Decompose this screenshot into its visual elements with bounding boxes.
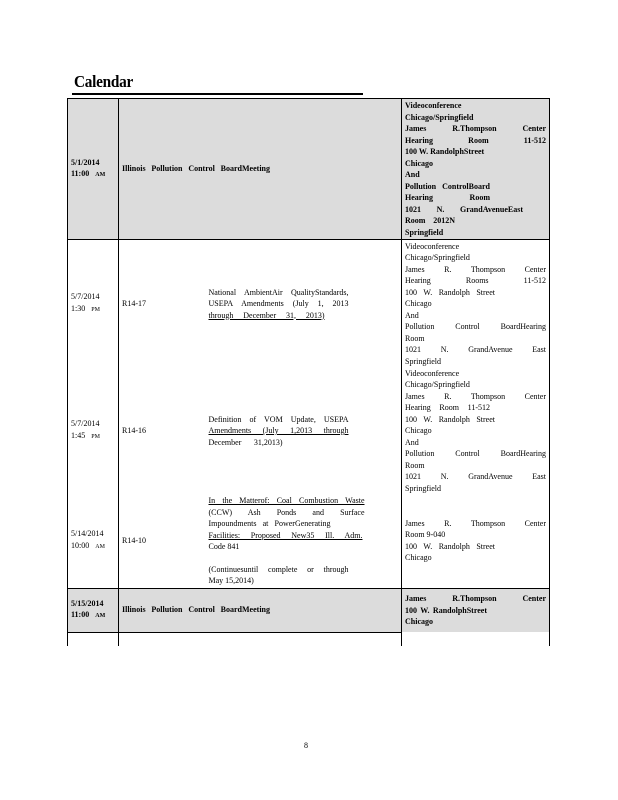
- docket-cell: [119, 494, 171, 588]
- date-cell: [68, 588, 119, 632]
- location-line: Room 2012N: [405, 216, 455, 225]
- location-line: Videoconference: [405, 101, 462, 110]
- location-line: Hearing Room 11-512: [405, 403, 490, 412]
- location-line: Room: [405, 333, 425, 343]
- calendar-table: [67, 98, 550, 646]
- location-line: Pollution ControlBoard: [405, 181, 490, 191]
- note-line: May 15,2014): [208, 576, 254, 585]
- date-cell: [68, 240, 119, 368]
- location-line: Room 9-040: [405, 530, 446, 540]
- location-line: Room: [405, 460, 425, 470]
- calendar-row-board-meeting-may-1: [68, 99, 550, 240]
- meeting-description: Illinois Pollution Control BoardMeeting: [122, 164, 270, 174]
- ampm-text: AM: [95, 172, 106, 178]
- time-text: 11:00: [71, 169, 90, 178]
- location-line: James R.Thompson Center: [405, 124, 546, 133]
- docket-number: R14-16: [122, 426, 146, 435]
- location-line: James R. Thompson Center: [405, 518, 546, 528]
- location-cell: [402, 368, 550, 495]
- location-line: James R. Thompson Center: [405, 264, 546, 274]
- location-line: 1021 N. GrandAvenueEast: [405, 204, 523, 214]
- location-line: 100 W. Randolph Street: [405, 541, 495, 551]
- location-line: Chicago: [405, 426, 432, 435]
- time-text: 1:30: [71, 303, 86, 313]
- date-text: 5/15/2014: [71, 598, 104, 608]
- location-line: Chicago: [405, 299, 432, 308]
- description-line: Code 841: [208, 542, 240, 551]
- calendar-row-board-meeting-may-15: [68, 588, 550, 632]
- ampm-text: AM: [95, 543, 105, 550]
- location-line: Hearing Rooms 11-512: [405, 276, 546, 285]
- title-underline: [72, 93, 363, 95]
- calendar-row-r14-17: [68, 240, 550, 368]
- location-line: 1021 N. GrandAvenue East: [405, 472, 546, 481]
- time-text: 1:45: [71, 430, 86, 440]
- location-line: 100 W. RandolphStreet: [405, 605, 487, 615]
- description-line: In the Matterof: Coal Combustion Waste: [208, 496, 365, 505]
- description-line: USEPA Amendments (July 1, 2013: [208, 299, 349, 308]
- location-line: 1021 N. GrandAvenue East: [405, 345, 546, 354]
- note-line: (Continuesuntil complete or through: [208, 564, 349, 574]
- description-line: through December 31, 2013): [208, 310, 325, 320]
- location-line: 100 W. Randolph Street: [405, 414, 495, 424]
- time-text: 10:00: [71, 540, 90, 550]
- page-title: Calendar: [74, 72, 134, 91]
- location-line: Chicago/Springfield: [405, 112, 474, 122]
- location-line: Pollution Control BoardHearing: [405, 449, 546, 458]
- description-line: Definition of VOM Update, USEPA: [208, 414, 349, 424]
- location-line: Chicago: [405, 617, 433, 626]
- page-number: 8: [304, 741, 308, 750]
- location-line: Chicago/Springfield: [405, 380, 470, 389]
- location-line: Hearing Room 11-512: [405, 135, 546, 145]
- date-cell: [68, 99, 119, 240]
- docket-cell: [119, 368, 171, 495]
- date-cell: [68, 368, 119, 495]
- ampm-text: PM: [91, 433, 100, 440]
- location-cell: [402, 99, 550, 240]
- location-line: Chicago: [405, 158, 433, 168]
- description-cell: [171, 494, 402, 588]
- location-cell: [402, 588, 550, 632]
- meeting-description: Illinois Pollution Control BoardMeeting: [122, 605, 270, 615]
- description-cell: [171, 368, 402, 495]
- location-cell: [402, 494, 550, 588]
- location-cell: [402, 240, 550, 368]
- location-line: Springfield: [405, 227, 444, 237]
- description-line: National AmbientAir QualityStandards,: [208, 287, 349, 297]
- description-line: December 31,2013): [208, 437, 283, 447]
- docket-number: R14-10: [122, 536, 146, 545]
- location-line: Videoconference: [405, 368, 460, 378]
- location-line: And: [405, 437, 419, 447]
- location-line: James R.Thompson Center: [405, 594, 546, 603]
- location-line: Springfield: [405, 483, 441, 493]
- date-text: 5/7/2014: [71, 419, 100, 429]
- description-cell: [119, 99, 402, 240]
- calendar-row-r14-16: [68, 368, 550, 495]
- date-text: 5/7/2014: [71, 292, 100, 302]
- date-cell: [68, 494, 119, 588]
- location-line: James R. Thompson Center: [405, 391, 546, 401]
- docket-number: R14-17: [122, 299, 146, 308]
- location-line: And: [405, 310, 419, 320]
- description-cell: [171, 240, 402, 368]
- description-line: Amendments (July 1,2013 through: [208, 426, 349, 435]
- location-line: 100 W. RandolphStreet: [405, 147, 485, 156]
- location-line: And: [405, 170, 420, 179]
- docket-cell: [119, 240, 171, 368]
- date-text: 5/1/2014: [71, 157, 100, 167]
- description-line: Facilities: Proposed New35 Ill. Adm.: [208, 530, 363, 540]
- location-line: Videoconference: [405, 241, 460, 251]
- location-line: 100 W. Randolph Street: [405, 287, 495, 297]
- location-line: Pollution Control BoardHearing: [405, 322, 546, 331]
- date-text: 5/14/2014: [71, 529, 104, 539]
- description-cell: [119, 588, 402, 632]
- calendar-row-blank: [68, 632, 550, 646]
- location-line: Hearing Room: [405, 193, 490, 202]
- calendar-row-r14-10: [68, 494, 550, 588]
- time-text: 11:00: [71, 610, 90, 619]
- location-line: Chicago/Springfield: [405, 253, 470, 262]
- ampm-text: PM: [91, 306, 100, 313]
- location-line: Chicago: [405, 553, 432, 563]
- ampm-text: AM: [95, 613, 106, 619]
- description-line: Impoundments at PowerGenerating: [208, 519, 331, 528]
- location-line: Springfield: [405, 356, 441, 366]
- description-line: (CCW) Ash Ponds and Surface: [208, 507, 365, 517]
